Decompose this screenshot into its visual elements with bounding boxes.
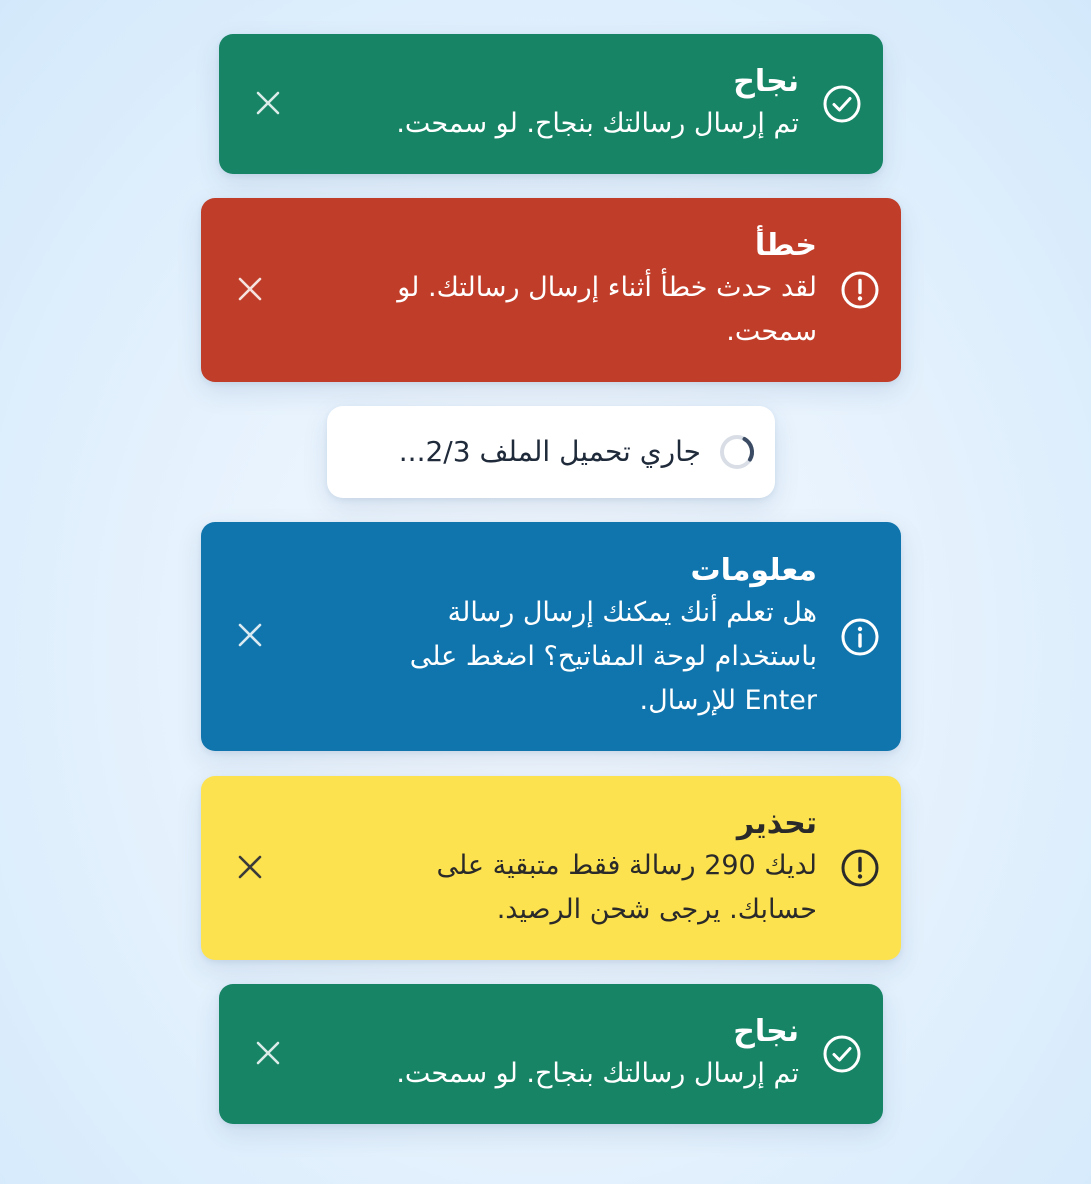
toast-success — [219, 984, 883, 1124]
close-button[interactable] — [233, 276, 267, 305]
toast-body — [341, 62, 799, 146]
toast-message: لقد حدث خطأ أثناء إرسال رسالتك. لو سمحت. — [397, 272, 817, 347]
close-button[interactable] — [251, 1040, 285, 1069]
close-icon — [255, 1040, 281, 1069]
close-icon — [237, 276, 263, 305]
alert-circle-icon — [839, 269, 881, 311]
toast-body — [347, 551, 817, 723]
toast-title: معلومات — [690, 552, 817, 588]
toast-message: هل تعلم أنك يمكنك إرسال رسالة باستخدام لوحة المفاتيح؟ اضغط على Enter للإرسال. — [409, 596, 817, 716]
toast-success — [219, 34, 883, 174]
toast-message: تم إرسال رسالتك بنجاح. لو سمحت. — [396, 108, 799, 139]
toast-title: نجاح — [733, 1014, 799, 1049]
close-icon — [237, 622, 263, 651]
check-circle-icon — [821, 83, 863, 125]
toast-message: تم إرسال رسالتك بنجاح. لو سمحت. — [396, 1058, 799, 1089]
close-icon — [255, 90, 281, 119]
toast-body — [347, 804, 817, 932]
toast-title: تحذير — [736, 806, 817, 841]
toast-title: نجاح — [733, 64, 799, 99]
check-circle-icon — [821, 1033, 863, 1075]
alert-circle-icon — [839, 847, 881, 889]
close-button[interactable] — [251, 90, 285, 119]
toast-body — [347, 226, 817, 354]
toast-title: خطأ — [754, 228, 817, 263]
toast-message: لديك 290 رسالة فقط متبقية على حسابك. يرجى شحن الرصيد. — [436, 850, 817, 925]
toast-warning — [201, 776, 901, 960]
toast-error — [201, 198, 901, 382]
close-button[interactable] — [233, 854, 267, 883]
toast-info — [201, 522, 901, 751]
close-icon — [237, 854, 263, 883]
spinner-icon — [717, 432, 757, 472]
close-button[interactable] — [233, 622, 267, 651]
toast-body — [341, 1012, 799, 1096]
toast-body — [327, 432, 701, 472]
toast-loading — [327, 406, 775, 498]
toast-message: جاري تحميل الملف 2/3... — [398, 435, 701, 468]
info-circle-icon — [839, 616, 881, 658]
